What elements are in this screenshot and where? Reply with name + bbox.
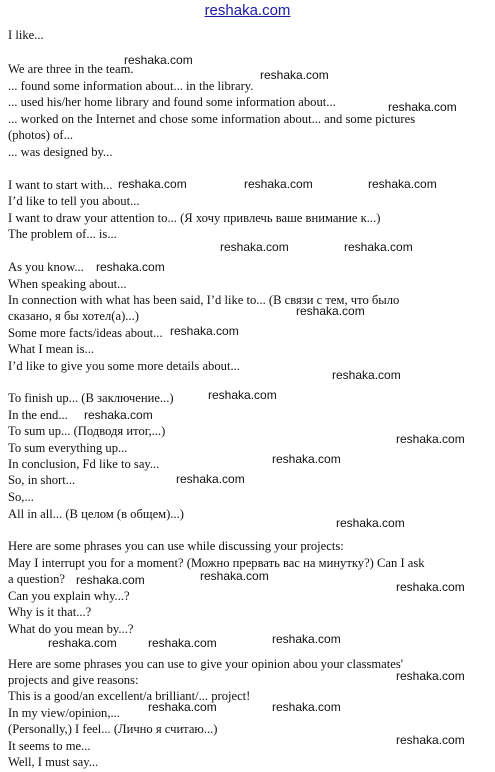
watermark-text: reshaka.com bbox=[48, 636, 117, 650]
watermark-text: reshaka.com bbox=[388, 100, 457, 114]
text-line: Can you explain why...? bbox=[8, 589, 130, 603]
text-line: What I mean is... bbox=[8, 342, 95, 356]
text-line: (photos) of... bbox=[8, 128, 74, 142]
text-line: I like... bbox=[8, 28, 44, 42]
text-line: I’d like to give you some more details about... bbox=[8, 359, 240, 373]
text-line: In connection with what has been said, I’d like to... (В связи с тем, что было bbox=[8, 293, 400, 307]
watermark-text: reshaka.com bbox=[368, 177, 437, 191]
watermark-text: reshaka.com bbox=[118, 177, 187, 191]
text-line: Some more facts/ideas about... bbox=[8, 326, 163, 340]
text-line: ... used his/her home library and found some information about... bbox=[8, 95, 336, 109]
watermark-text: reshaka.com bbox=[336, 516, 405, 530]
watermark-text: reshaka.com bbox=[272, 700, 341, 714]
text-line: (Personally,) I feel... (Лично я считаю...) bbox=[8, 722, 218, 736]
text-line: a question? bbox=[8, 572, 66, 586]
site-header-link[interactable]: reshaka.com bbox=[204, 2, 291, 19]
text-line: Here are some phrases you can use while discussing your projects: bbox=[8, 539, 344, 553]
text-line: The problem of... is... bbox=[8, 227, 117, 241]
watermark-text: reshaka.com bbox=[396, 580, 465, 594]
watermark-text: reshaka.com bbox=[84, 408, 153, 422]
text-line: To sum up... (Подводя итог,...) bbox=[8, 424, 166, 438]
watermark-text: reshaka.com bbox=[96, 260, 165, 274]
text-line: Well, I must say... bbox=[8, 755, 99, 769]
watermark-text: reshaka.com bbox=[396, 432, 465, 446]
text-line: Why is it that...? bbox=[8, 605, 92, 619]
watermark-text: reshaka.com bbox=[332, 368, 401, 382]
text-line: I want to draw your attention to... (Я хочу привлечь ваше внимание к...) bbox=[8, 211, 381, 225]
text-line: To sum everything up... bbox=[8, 441, 128, 455]
text-line: All in all... (В целом (в общем)...) bbox=[8, 507, 184, 521]
watermark-text: reshaka.com bbox=[344, 240, 413, 254]
text-line: This is a good/an excellent/a brilliant/... project! bbox=[8, 689, 251, 703]
text-line: We are three in the team. bbox=[8, 62, 134, 76]
text-line: сказано, я бы хотел(а)...) bbox=[8, 309, 139, 323]
text-line: projects and give reasons: bbox=[8, 673, 139, 687]
text-line: To finish up... (В заключение...) bbox=[8, 391, 174, 405]
text-line: I want to start with... bbox=[8, 178, 113, 192]
watermark-text: reshaka.com bbox=[396, 669, 465, 683]
watermark-text: reshaka.com bbox=[272, 452, 341, 466]
text-line: ... found some information about... in the library. bbox=[8, 79, 254, 93]
text-line: In conclusion, Fd like to say... bbox=[8, 457, 160, 471]
watermark-text: reshaka.com bbox=[260, 68, 329, 82]
text-line: I’d like to tell you about... bbox=[8, 194, 140, 208]
watermark-text: reshaka.com bbox=[244, 177, 313, 191]
text-line: Here are some phrases you can use to give your opinion abou your classmates' bbox=[8, 657, 404, 671]
watermark-text: reshaka.com bbox=[208, 388, 277, 402]
text-line: ... was designed by... bbox=[8, 145, 113, 159]
watermark-text: reshaka.com bbox=[148, 700, 217, 714]
text-line: May I interrupt you for a moment? (Можно прервать вас на минутку?) Can I ask bbox=[8, 556, 425, 570]
text-line: When speaking about... bbox=[8, 277, 127, 291]
watermark-text: reshaka.com bbox=[148, 636, 217, 650]
watermark-text: reshaka.com bbox=[220, 240, 289, 254]
text-line: In the end... bbox=[8, 408, 68, 422]
watermark-text: reshaka.com bbox=[176, 472, 245, 486]
text-line: What do you mean by...? bbox=[8, 622, 134, 636]
text-line: It seems to me... bbox=[8, 739, 91, 753]
text-line: In my view/opinion,... bbox=[8, 706, 120, 720]
watermark-text: reshaka.com bbox=[396, 733, 465, 747]
watermark-text: reshaka.com bbox=[170, 324, 239, 338]
watermark-text: reshaka.com bbox=[76, 573, 145, 587]
text-line: ... worked on the Internet and chose some information about... and some pictures bbox=[8, 112, 416, 126]
text-line: So, in short... bbox=[8, 473, 76, 487]
watermark-text: reshaka.com bbox=[296, 304, 365, 318]
text-line: As you know... bbox=[8, 260, 84, 274]
text-line: So,... bbox=[8, 490, 34, 504]
watermark-text: reshaka.com bbox=[272, 632, 341, 646]
watermark-text: reshaka.com bbox=[124, 53, 193, 67]
watermark-text: reshaka.com bbox=[200, 569, 269, 583]
